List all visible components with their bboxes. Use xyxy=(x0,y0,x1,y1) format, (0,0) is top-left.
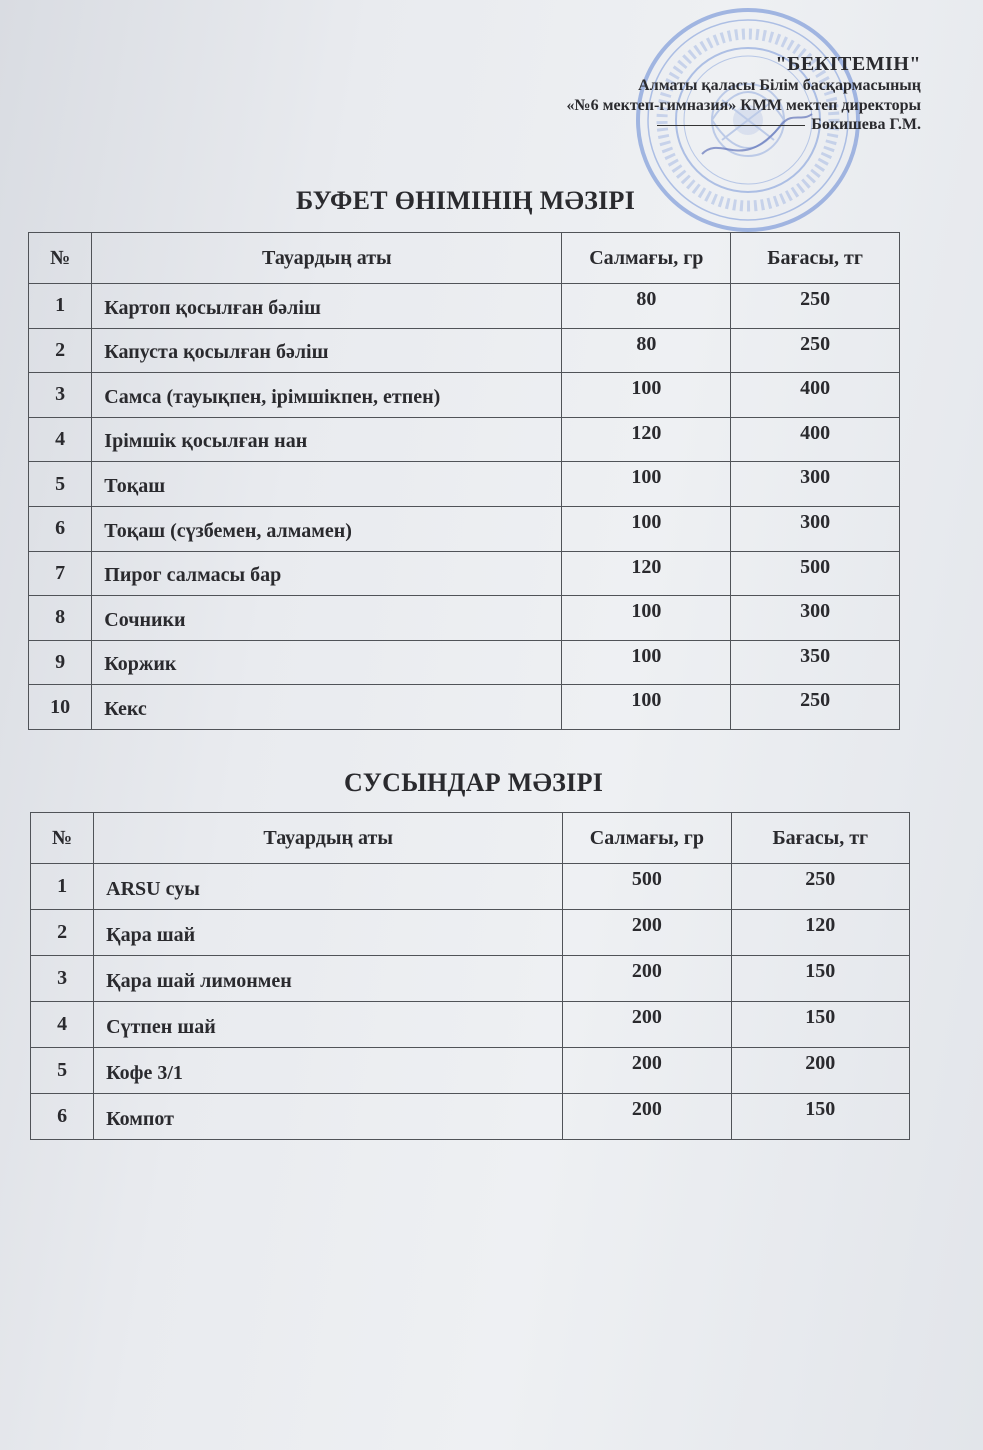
product-name: Самса (тауықпен, ірімшікпен, етпен) xyxy=(92,373,562,418)
product-price: 250 xyxy=(731,328,900,373)
product-name: Картоп қосылған бәліш xyxy=(92,284,562,329)
product-price: 250 xyxy=(731,685,900,730)
product-weight: 500 xyxy=(563,864,731,910)
product-weight: 100 xyxy=(562,373,731,418)
row-number: 4 xyxy=(31,1002,94,1048)
table-header-row xyxy=(29,233,900,284)
table-row xyxy=(31,956,910,1002)
product-price: 300 xyxy=(731,506,900,551)
product-weight: 100 xyxy=(562,596,731,641)
product-price: 250 xyxy=(731,864,909,910)
table-row xyxy=(29,328,900,373)
product-name: Коржик xyxy=(92,640,562,685)
table-row xyxy=(31,910,910,956)
product-name: Кофе 3/1 xyxy=(94,1048,563,1094)
row-number: 1 xyxy=(31,864,94,910)
product-price: 150 xyxy=(731,1094,909,1140)
product-name: Ірімшік қосылған нан xyxy=(92,417,562,462)
signature-line xyxy=(657,125,805,126)
buffet-menu-table xyxy=(28,232,900,730)
product-weight: 100 xyxy=(562,462,731,507)
product-weight: 100 xyxy=(562,506,731,551)
header-number: № xyxy=(31,813,94,864)
product-price: 350 xyxy=(731,640,900,685)
product-weight: 80 xyxy=(562,328,731,373)
header-price: Бағасы, тг xyxy=(731,813,909,864)
table-row xyxy=(29,506,900,551)
table-row xyxy=(29,640,900,685)
row-number: 5 xyxy=(29,462,92,507)
product-name: Қара шай лимонмен xyxy=(94,956,563,1002)
row-number: 6 xyxy=(29,506,92,551)
product-price: 400 xyxy=(731,417,900,462)
row-number: 6 xyxy=(31,1094,94,1140)
table-row xyxy=(31,1048,910,1094)
approval-organization: Алматы қаласы Білім басқармасының xyxy=(638,77,921,95)
product-price: 120 xyxy=(731,910,909,956)
product-name: Компот xyxy=(94,1094,563,1140)
product-price: 300 xyxy=(731,596,900,641)
drinks-menu-table xyxy=(30,812,910,1140)
product-price: 150 xyxy=(731,956,909,1002)
product-price: 150 xyxy=(731,1002,909,1048)
product-name: Кекс xyxy=(92,685,562,730)
approval-block xyxy=(567,52,921,135)
row-number: 7 xyxy=(29,551,92,596)
row-number: 1 xyxy=(29,284,92,329)
product-price: 400 xyxy=(731,373,900,418)
product-weight: 100 xyxy=(562,640,731,685)
product-weight: 120 xyxy=(562,417,731,462)
row-number: 2 xyxy=(31,910,94,956)
product-weight: 120 xyxy=(562,551,731,596)
product-name: Қара шай xyxy=(94,910,563,956)
product-weight: 200 xyxy=(563,1048,731,1094)
product-name: Тоқаш xyxy=(92,462,562,507)
table-row xyxy=(29,685,900,730)
product-weight: 200 xyxy=(563,1094,731,1140)
approval-position: «№6 мектеп-гимназия» КММ мектеп директоры xyxy=(566,96,921,114)
table-row xyxy=(31,864,910,910)
header-product-name: Тауардың аты xyxy=(92,233,562,284)
row-number: 10 xyxy=(29,685,92,730)
product-price: 500 xyxy=(731,551,900,596)
product-price: 250 xyxy=(731,284,900,329)
row-number: 3 xyxy=(31,956,94,1002)
header-weight: Салмағы, гр xyxy=(562,233,731,284)
product-weight: 200 xyxy=(563,1002,731,1048)
row-number: 9 xyxy=(29,640,92,685)
header-product-name: Тауардың аты xyxy=(94,813,563,864)
product-name: Пирог салмасы бар xyxy=(92,551,562,596)
table-row xyxy=(29,596,900,641)
approval-signatory-name: Бөкишева Г.М. xyxy=(811,116,921,134)
table-row xyxy=(29,417,900,462)
product-name: Сочники xyxy=(92,596,562,641)
product-name: Капуста қосылған бәліш xyxy=(92,328,562,373)
drinks-menu-title: СУСЫНДАР МӘЗІРІ xyxy=(344,768,604,797)
table-row xyxy=(29,284,900,329)
product-name: Сүтпен шай xyxy=(94,1002,563,1048)
buffet-menu-title: БУФЕТ ӨНІМІНІҢ МӘЗІРІ xyxy=(296,186,636,215)
row-number: 3 xyxy=(29,373,92,418)
table-row xyxy=(29,551,900,596)
table-row xyxy=(29,462,900,507)
table-row xyxy=(31,1094,910,1140)
row-number: 2 xyxy=(29,328,92,373)
header-weight: Салмағы, гр xyxy=(563,813,731,864)
approval-signatory xyxy=(567,115,921,135)
product-weight: 80 xyxy=(562,284,731,329)
table-header-row xyxy=(31,813,910,864)
product-weight: 200 xyxy=(563,910,731,956)
approval-title: "БЕКІТЕМІН" xyxy=(775,53,921,75)
row-number: 8 xyxy=(29,596,92,641)
product-weight: 100 xyxy=(562,685,731,730)
row-number: 5 xyxy=(31,1048,94,1094)
product-price: 200 xyxy=(731,1048,909,1094)
header-price: Бағасы, тг xyxy=(731,233,900,284)
product-name: ARSU суы xyxy=(94,864,563,910)
product-price: 300 xyxy=(731,462,900,507)
header-number: № xyxy=(29,233,92,284)
table-row xyxy=(29,373,900,418)
product-weight: 200 xyxy=(563,956,731,1002)
product-name: Тоқаш (сүзбемен, алмамен) xyxy=(92,506,562,551)
table-row xyxy=(31,1002,910,1048)
row-number: 4 xyxy=(29,417,92,462)
